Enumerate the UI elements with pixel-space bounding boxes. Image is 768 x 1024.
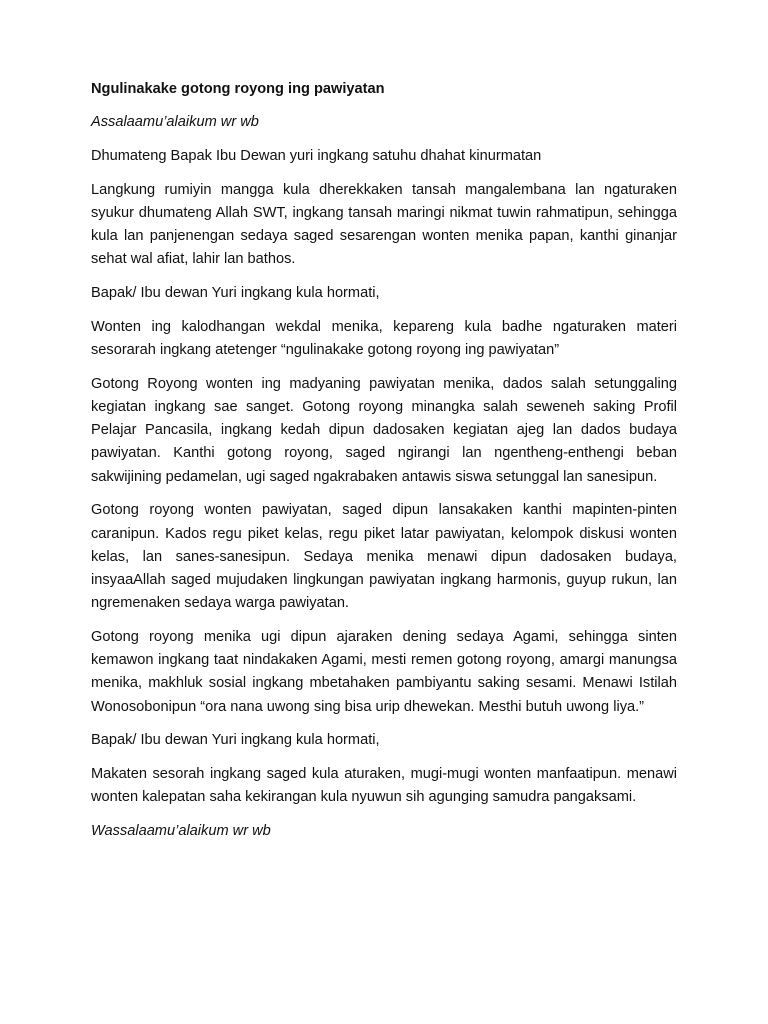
- paragraph-address: Dhumateng Bapak Ibu Dewan yuri ingkang satuhu dhahat kinurmatan: [91, 147, 542, 164]
- paragraph-conclusion: Makaten sesorah ingkang saged kula aturaken, mugi-mugi wonten manfaatipun. menawi wonten kalepatan saha kekirangan kula nyuwun sih agunging samudra pangaksami.: [91, 766, 677, 806]
- paragraph-body-3: Gotong royong menika ugi dipun ajaraken dening sedaya Agami, sehingga sinten kemawon ingkang taat nindakaken Agami, mesti remen gotong royong, amargi manungsa menika, makhluk sosial ingkang mbetahaken pambiyantu saking sesami. Menawi Istilah Wonosobonipun “ora nana uwong sing bisa urip dhewekan. Mesthi butuh uwong liya.”: [91, 629, 677, 715]
- paragraph-intro: Wonten ing kalodhangan wekdal menika, kepareng kula badhe ngaturaken materi sesorarah ingkang atetenger “ngulinakake gotong royong ing pawiyatan”: [91, 318, 677, 358]
- paragraph-body-1: Gotong Royong wonten ing madyaning pawiyatan menika, dados salah setunggaling kegiatan ingkang sae sanget. Gotong royong minangka salah seweneh saking Profil Pelajar Pancasila, ingkang kedah dipun dadosaken kegiatan ajeg lan dados budaya pawiyatan. Kanthi gotong royong, saged ngirangi lan ngentheng-enthengi beban sakwijining pedamelan, ugi saged ngakrabaken antawis siswa setunggal lan sanesipun.: [91, 375, 677, 485]
- closing: Wassalaamu’alaikum wr wb: [91, 823, 271, 840]
- greeting: Assalaamu’alaikum wr wb: [91, 114, 259, 130]
- paragraph-gratitude: Langkung rumiyin mangga kula dherekkaken tansah mangalembana lan ngaturaken syukur dhumateng Allah SWT, ingkang tansah maringi nikmat tuwin rahmatipun, sehingga kula lan panjenengan sedaya saged sesarengan wonten menika papan, kanthi ginanjar sehat wal afiat, lahir lan bathos.: [91, 181, 677, 268]
- paragraph-salutation-2: Bapak/ Ibu dewan Yuri ingkang kula hormati,: [91, 732, 380, 749]
- paragraph-body-2: Gotong royong wonten pawiyatan, saged dipun lansakaken kanthi mapinten-pinten caranipun. Kados regu piket kelas, regu piket latar pawiyatan, kelompok diskusi wonten kelas, lan sanes-sanesipun. Sedaya menika menawi dipun dadosaken budaya, insyaaAllah saged mujudaken lingkungan pawiyatan ingkang harmonis, guyup rukun, lan ngremenaken sedaya warga pawiyatan.: [91, 502, 677, 612]
- paragraph-salutation: Bapak/ Ibu dewan Yuri ingkang kula hormati,: [91, 285, 380, 301]
- document-title: Ngulinakake gotong royong ing pawiyatan: [91, 81, 385, 97]
